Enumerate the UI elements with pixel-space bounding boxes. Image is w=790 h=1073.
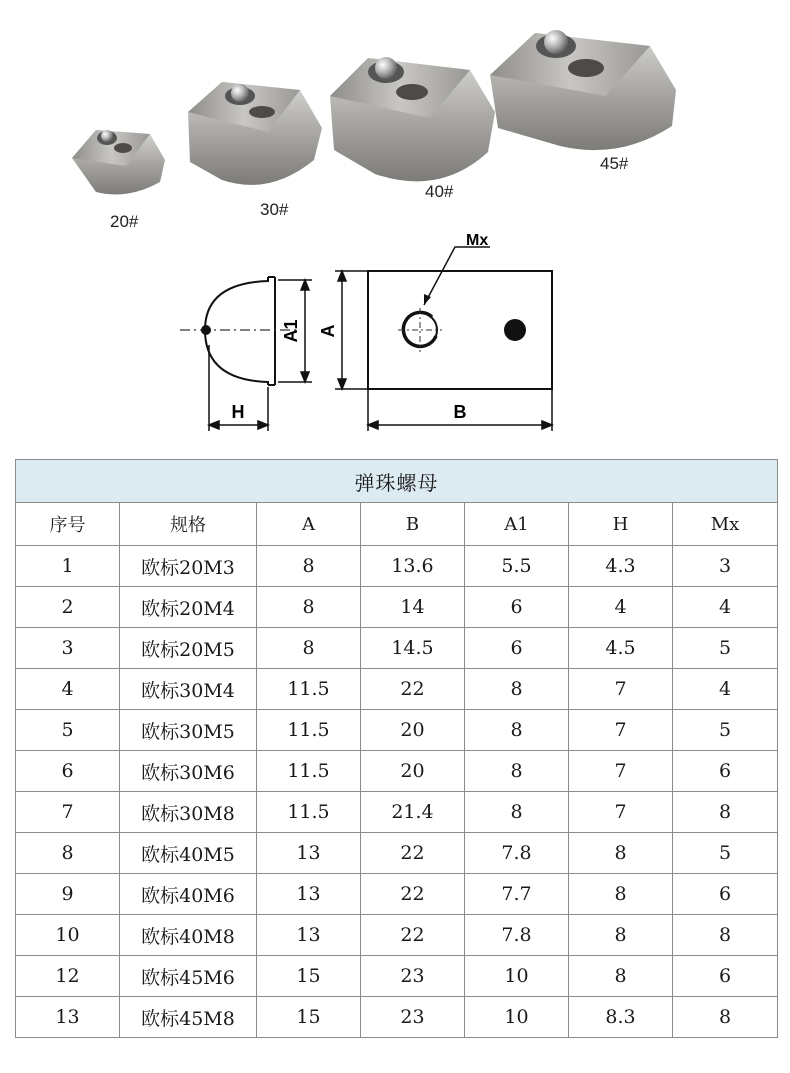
cell-mx: 4 [673,669,778,710]
cell-a: 8 [257,587,361,628]
size-label-40: 40# [425,182,454,201]
cell-mx: 5 [673,628,778,669]
product-photos [0,0,790,240]
cell-spec: 欧标40M6 [120,874,257,915]
cell-index: 9 [16,874,120,915]
cell-h: 4.3 [569,546,673,587]
cell-a1: 7.7 [465,874,569,915]
table-row [16,628,778,669]
size-label-45: 45# [600,154,629,173]
cell-h: 8.3 [569,997,673,1038]
size-label-30: 30# [260,200,289,219]
table-row [16,587,778,628]
table-title: 弹珠螺母 [16,460,778,503]
a-label: A [318,324,338,338]
cell-a: 13 [257,915,361,956]
header-a: A [257,503,361,546]
cell-a: 11.5 [257,669,361,710]
header-mx: Mx [673,503,778,546]
cell-a1: 7.8 [465,833,569,874]
cell-spec: 欧标20M3 [120,546,257,587]
cell-b: 22 [361,874,465,915]
cell-spec: 欧标40M8 [120,915,257,956]
cell-h: 8 [569,833,673,874]
cell-h: 7 [569,710,673,751]
cell-h: 8 [569,915,673,956]
cell-a: 13 [257,833,361,874]
cell-mx: 3 [673,546,778,587]
cell-mx: 6 [673,956,778,997]
spec-table [15,459,778,1038]
cell-index: 10 [16,915,120,956]
dimension-diagram [0,225,790,460]
table-row [16,669,778,710]
cell-a1: 6 [465,587,569,628]
table-header-row [16,503,778,546]
cell-a1: 7.8 [465,915,569,956]
cell-spec: 欧标30M8 [120,792,257,833]
cell-spec: 欧标20M4 [120,587,257,628]
cell-index: 12 [16,956,120,997]
cell-b: 21.4 [361,792,465,833]
cell-index: 7 [16,792,120,833]
header-h: H [569,503,673,546]
header-b: B [361,503,465,546]
cell-h: 4.5 [569,628,673,669]
table-row [16,546,778,587]
cell-index: 4 [16,669,120,710]
cell-a: 15 [257,956,361,997]
cell-b: 23 [361,956,465,997]
cell-mx: 4 [673,587,778,628]
cell-a: 15 [257,997,361,1038]
cell-spec: 欧标30M4 [120,669,257,710]
cell-a1: 10 [465,997,569,1038]
table-row [16,751,778,792]
cell-h: 8 [569,874,673,915]
cell-h: 7 [569,751,673,792]
cell-spec: 欧标30M5 [120,710,257,751]
cell-index: 3 [16,628,120,669]
cell-b: 14 [361,587,465,628]
cell-index: 2 [16,587,120,628]
cell-a: 13 [257,874,361,915]
cell-a1: 8 [465,751,569,792]
a1-label: A1 [281,319,301,343]
cell-mx: 6 [673,751,778,792]
cell-b: 20 [361,710,465,751]
table-body [16,546,778,1038]
cell-h: 8 [569,956,673,997]
cell-index: 5 [16,710,120,751]
cell-b: 22 [361,669,465,710]
table-row [16,833,778,874]
cell-b: 23 [361,997,465,1038]
header-index: 序号 [16,503,120,546]
technical-drawing [0,225,790,460]
cell-mx: 6 [673,874,778,915]
cell-b: 20 [361,751,465,792]
h-label: H [231,402,245,422]
table-row [16,874,778,915]
cell-index: 6 [16,751,120,792]
b-label: B [453,402,467,422]
table-row [16,997,778,1038]
cell-index: 1 [16,546,120,587]
cell-b: 14.5 [361,628,465,669]
cell-spec: 欧标45M8 [120,997,257,1038]
cell-a: 11.5 [257,710,361,751]
cell-a1: 5.5 [465,546,569,587]
nut-30-photo [188,82,322,185]
cell-mx: 5 [673,710,778,751]
table-row [16,792,778,833]
cell-a1: 8 [465,710,569,751]
table-row [16,710,778,751]
cell-h: 4 [569,587,673,628]
cell-spec: 欧标20M5 [120,628,257,669]
nut-40-photo [330,57,495,181]
product-photo-illustration [0,0,790,240]
cell-a: 8 [257,628,361,669]
mx-label: Mx [466,232,489,249]
cell-a1: 8 [465,669,569,710]
cell-a1: 8 [465,792,569,833]
cell-a1: 10 [465,956,569,997]
side-profile-outline [205,277,268,385]
cell-h: 7 [569,792,673,833]
cell-spec: 欧标30M6 [120,751,257,792]
table-row [16,915,778,956]
nut-20-photo [72,130,165,194]
cell-a1: 6 [465,628,569,669]
cell-spec: 欧标40M5 [120,833,257,874]
table-row [16,956,778,997]
cell-h: 7 [569,669,673,710]
cell-mx: 5 [673,833,778,874]
cell-index: 13 [16,997,120,1038]
cell-b: 22 [361,833,465,874]
nut-45-photo [490,30,676,150]
cell-a: 8 [257,546,361,587]
header-a1: A1 [465,503,569,546]
cell-mx: 8 [673,997,778,1038]
cell-a: 11.5 [257,751,361,792]
cell-mx: 8 [673,792,778,833]
cell-mx: 8 [673,915,778,956]
cell-spec: 欧标45M6 [120,956,257,997]
header-spec: 规格 [120,503,257,546]
size-label-20: 20# [110,212,139,231]
cell-index: 8 [16,833,120,874]
cell-a: 11.5 [257,792,361,833]
cell-b: 22 [361,915,465,956]
cell-b: 13.6 [361,546,465,587]
